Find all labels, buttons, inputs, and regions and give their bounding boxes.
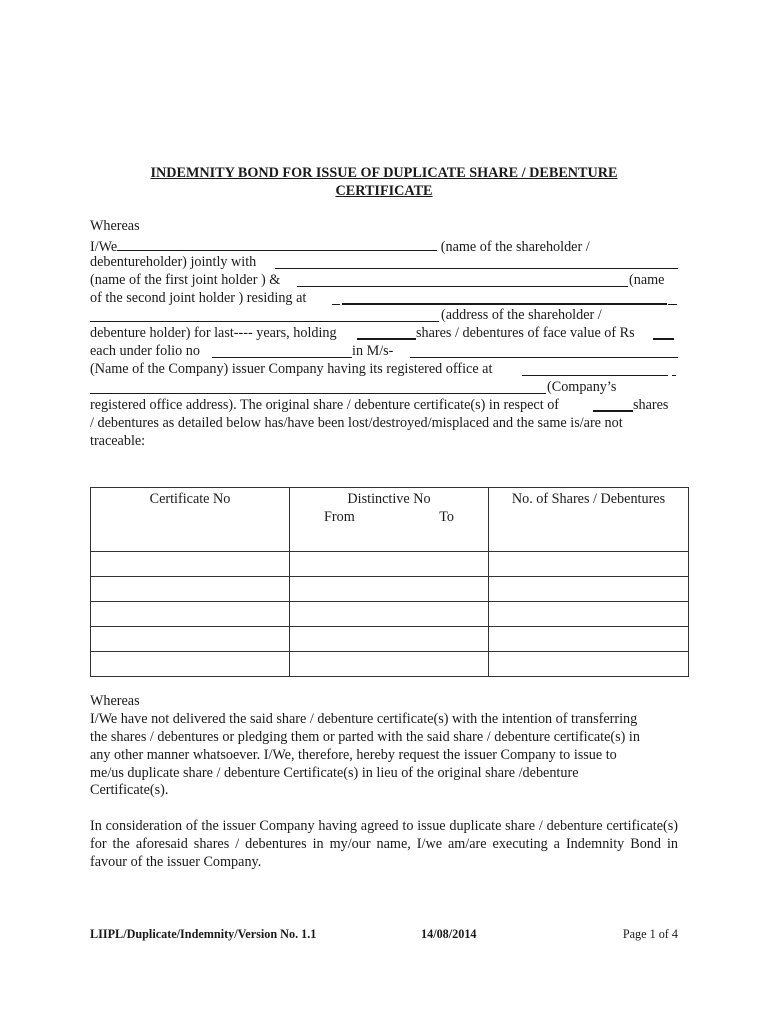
table-cell[interactable] — [91, 627, 290, 652]
table-cell[interactable] — [489, 602, 689, 627]
table-cell[interactable] — [290, 652, 489, 677]
table-row — [91, 627, 689, 652]
table-cell[interactable] — [489, 627, 689, 652]
table-row — [91, 552, 689, 577]
footer-doc-reference: LIIPL/Duplicate/Indemnity/Version No. 1.1 — [90, 927, 317, 941]
header-distinctive-no: Distinctive No From To — [290, 488, 489, 552]
consideration-paragraph: In consideration of the issuer Company having agreed to issue duplicate share / debenture certificate(s) for the aforesaid shares / debentures in my/our name, I/we am/are executing a Indemnity Bond in favour of the issuer Company. — [90, 818, 678, 870]
request-paragraph: Whereas I/We have not delivered the said share / debenture certificate(s) with the intention of transferring the shares / debentures or pledging them or parted with the said share / debenture certificate(s) in any other manner whatsoever. I/We, therefore, hereby request the issuer Company to issue to me/us duplicate share / debenture Certificate(s) in lieu of the original share /debenture Certificate(s). — [90, 693, 678, 800]
address-blank[interactable] — [90, 307, 439, 322]
header-no-of-shares: No. of Shares / Debentures — [489, 488, 689, 552]
table-cell[interactable] — [489, 552, 689, 577]
table-cell[interactable] — [489, 652, 689, 677]
table-cell[interactable] — [91, 552, 290, 577]
whereas-heading-1: Whereas — [90, 218, 140, 234]
office-address-blank[interactable] — [90, 379, 546, 394]
table-row — [91, 602, 689, 627]
company-name-blank[interactable] — [410, 343, 678, 358]
table-row — [91, 577, 689, 602]
table-cell[interactable] — [489, 577, 689, 602]
footer-page-number: Page 1 of 4 — [622, 927, 678, 941]
whereas-heading-2: Whereas — [90, 693, 140, 709]
table-cell[interactable] — [91, 652, 290, 677]
header-from: From — [324, 508, 355, 525]
title-line-1: INDEMNITY BOND FOR ISSUE OF DUPLICATE SHARE / DEBENTURE — [150, 165, 618, 181]
shareholder-name-blank[interactable] — [117, 236, 437, 251]
lost-shares-blank[interactable] — [593, 397, 633, 412]
footer-date: 14/08/2014 — [421, 927, 477, 941]
table-row — [91, 652, 689, 677]
header-certificate-no: Certificate No — [91, 488, 290, 552]
text-i-we: I/We — [90, 238, 118, 255]
table-cell[interactable] — [290, 552, 489, 577]
folio-no-blank[interactable] — [212, 343, 352, 358]
declaration-paragraph: Whereas I/We (name of the shareholder / debentureholder) jointly with (name of the first joint holder ) & (name of the second joint holder ) residing at (address of the shareholder / debenture holder) for last---- years, holding shares / debentures of face value of Rs each under folio no in M/s- (Name of the Company) issuer Company having its registered office at (Company’s registered office address). The original share / debenture certificate(s) in respect of shares / debentures as detailed below has/have been lost/destroyed/misplaced and the same is/are not traceable: — [90, 218, 678, 451]
table-cell[interactable] — [91, 602, 290, 627]
table-cell[interactable] — [290, 627, 489, 652]
face-value-blank[interactable] — [653, 325, 674, 340]
residence-address-blank[interactable] — [342, 290, 667, 305]
joint-holder-blank[interactable] — [275, 254, 678, 269]
shares-count-blank[interactable] — [357, 325, 416, 340]
document-title — [90, 165, 678, 201]
table-cell[interactable] — [290, 602, 489, 627]
first-joint-holder-blank[interactable] — [297, 272, 628, 287]
table-cell[interactable] — [290, 577, 489, 602]
certificate-table — [90, 487, 689, 677]
title-line-2: CERTIFICATE — [335, 182, 433, 199]
registered-office-blank[interactable] — [522, 361, 668, 376]
table-cell[interactable] — [91, 577, 290, 602]
table-header-row — [91, 488, 689, 552]
header-to: To — [439, 508, 454, 525]
